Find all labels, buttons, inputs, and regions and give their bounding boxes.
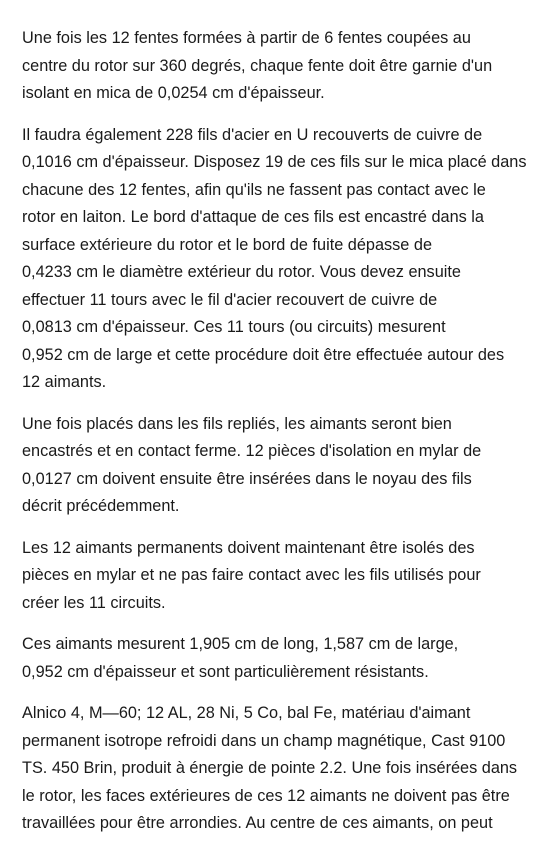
document-body	[22, 25, 552, 852]
text-line: effectuer 11 tours avec le fil d'acier recouvert de cuivre de	[22, 290, 438, 309]
text-line: créer les 11 circuits.	[22, 593, 166, 612]
text-line: 0,1016 cm d'épaisseur. Disposez 19 de ces fils sur le mica placé dans	[22, 153, 527, 171]
text-line: permanent isotrope refroidi dans un champ magnétique, Cast 9100	[22, 731, 506, 750]
text-line: 0,952 cm de large et cette procédure doit être effectuée autour des	[22, 345, 505, 364]
text-line: Ces aimants mesurent 1,905 cm de long, 1,587 cm de large,	[22, 635, 459, 653]
text-line: Alnico 4, M—60; 12 AL, 28 Ni, 5 Co, bal Fe, matériau d'aimant	[22, 704, 471, 722]
text-line: 0,952 cm d'épaisseur et sont particulièrement résistants.	[22, 662, 429, 681]
text-line: isolant en mica de 0,0254 cm d'épaisseur.	[22, 84, 325, 102]
text-line: centre du rotor sur 360 degrés, chaque fente doit être garnie d'un	[22, 56, 493, 75]
text-line: Il faudra également 228 fils d'acier en U recouverts de cuivre de	[22, 125, 483, 144]
text-line: Les 12 aimants permanents doivent maintenant être isolés des	[22, 538, 475, 557]
text-line: TS. 450 Brin, produit à énergie de pointe 2.2. Une fois insérées dans	[22, 759, 518, 777]
text-line: 0,4233 cm le diamètre extérieur du rotor. Vous devez ensuite	[22, 263, 461, 281]
text-line: 0,0813 cm d'épaisseur. Ces 11 tours (ou circuits) mesurent	[22, 318, 446, 336]
text-line: rotor en laiton. Le bord d'attaque de ces fils est encastré dans la	[22, 208, 484, 226]
text-line: le rotor, les faces extérieures de ces 12 aimants ne doivent pas être	[22, 786, 510, 805]
paragraph-6	[22, 700, 552, 838]
text-line: pièces en mylar et ne pas faire contact avec les fils utilisés pour	[22, 566, 481, 584]
paragraph-1	[22, 25, 552, 108]
text-line: Une fois les 12 fentes formées à partir de 6 fentes coupées au	[22, 29, 471, 47]
paragraph-3	[22, 411, 552, 521]
text-line: 0,0127 cm doivent ensuite être insérées dans le noyau des fils	[22, 469, 472, 488]
paragraph-2	[22, 122, 552, 397]
text-line: surface extérieure du rotor et le bord de fuite dépasse de	[22, 235, 432, 254]
text-line: travaillées pour être arrondies. Au centre de ces aimants, on peut	[22, 814, 493, 832]
text-line: encastrés et en contact ferme. 12 pièces d'isolation en mylar de	[22, 442, 482, 460]
text-line: Une fois placés dans les fils repliés, les aimants seront bien	[22, 414, 452, 433]
text-line: 12 aimants.	[22, 373, 107, 391]
paragraph-4	[22, 535, 552, 618]
paragraph-5	[22, 631, 552, 686]
text-line: décrit précédemment.	[22, 497, 180, 515]
text-line: chacune des 12 fentes, afin qu'ils ne fassent pas contact avec le	[22, 180, 486, 199]
